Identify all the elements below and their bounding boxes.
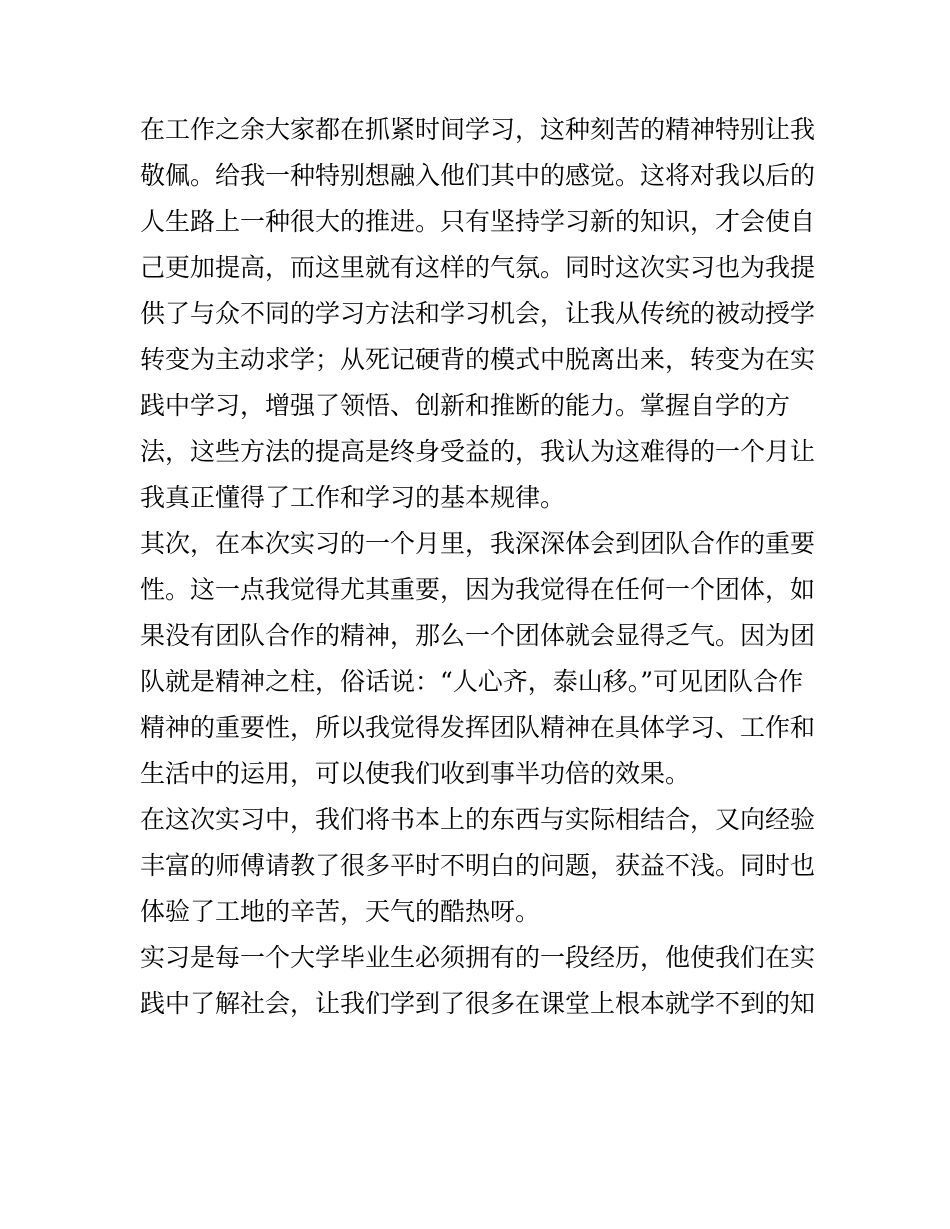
text-line: 法，这些方法的提高是终身受益的，我认为这难得的一个月让	[140, 437, 816, 466]
text-line: 践中了解社会，让我们学到了很多在课堂上根本就学不到的知	[140, 989, 816, 1018]
document-body	[140, 107, 820, 1027]
text-line: 敬佩。给我一种特别想融入他们其中的感觉。这将对我以后的	[140, 161, 816, 190]
text-line: 人生路上一种很大的推进。只有坚持学习新的知识，才会使自	[140, 207, 816, 236]
text-line: 供了与众不同的学习方法和学习机会，让我从传统的被动授学	[140, 299, 816, 328]
text-line: 转变为主动求学；从死记硬背的模式中脱离出来，转变为在实	[140, 345, 816, 374]
text-line: 精神的重要性，所以我觉得发挥团队精神在具体学习、工作和	[140, 713, 816, 742]
text-line: 实习是每一个大学毕业生必须拥有的一段经历，他使我们在实	[140, 943, 816, 972]
text-line: 在这次实习中，我们将书本上的东西与实际相结合，又向经验	[140, 805, 816, 834]
text-line: 践中学习，增强了领悟、创新和推断的能力。掌握自学的方	[140, 391, 791, 420]
text-line: 果没有团队合作的精神，那么一个团体就会显得乏气。因为团	[140, 621, 816, 650]
text-line: 生活中的运用，可以使我们收到事半功倍的效果。	[140, 759, 691, 788]
text-line: 体验了工地的辛苦，天气的酷热呀。	[140, 897, 541, 926]
text-line: 在工作之余大家都在抓紧时间学习，这种刻苦的精神特别让我	[140, 115, 816, 144]
text-line: 己更加提高，而这里就有这样的气氛。同时这次实习也为我提	[140, 253, 816, 282]
text-line: 丰富的师傅请教了很多平时不明白的问题，获益不浅。同时也	[140, 851, 816, 880]
text-line: 队就是精神之柱，俗话说：“人心齐，泰山移。”可见团队合作	[140, 667, 804, 696]
text-line: 性。这一点我觉得尤其重要，因为我觉得在任何一个团体，如	[140, 575, 816, 604]
text-line: 其次，在本次实习的一个月里，我深深体会到团队合作的重要	[140, 529, 816, 558]
text-line: 我真正懂得了工作和学习的基本规律。	[140, 483, 566, 512]
